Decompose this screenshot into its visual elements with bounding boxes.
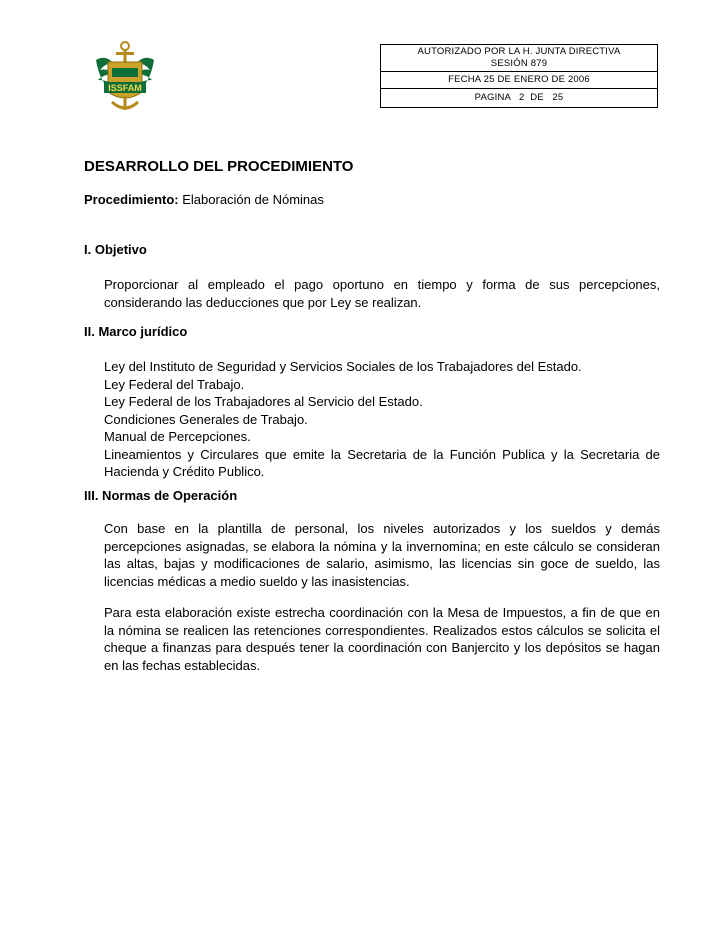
logo-text: ISSFAM [108, 83, 142, 93]
authorization-line-1: AUTORIZADO POR LA H. JUNTA DIRECTIVA [417, 46, 621, 57]
list-item: Condiciones Generales de Trabajo. [104, 411, 308, 427]
section-heading-normas-operacion: III. Normas de Operación [84, 488, 238, 503]
section-heading-objetivo: I. Objetivo [84, 242, 147, 257]
authorization-line-2: SESIÓN 879 [490, 58, 548, 69]
operation-paragraph-2: Para esta elaboración existe estrecha coordinación con la Mesa de Impuestos, a fin de que en la nómina se realicen las retenciones correspondientes. Realizados estos cálculos se solicita el cheque a finanzas para después tener la coordinación con Banjercito y los depósitos se hagan en las fechas establecidas. [104, 605, 660, 673]
list-item: Ley Federal del Trabajo. [104, 376, 245, 392]
legal-framework-list [104, 358, 660, 481]
operation-paragraph-1: Con base en la plantilla de personal, los niveles autorizados y los sueldos y demás percepciones asignadas, se elabora la nómina y la invernomina; en este cálculo se consideran las altas, bajas y modificaciones de salario, asimismo, las licencias sin goce de sueldo, las licencias médicas a medio sueldo y las inasistencias. [104, 521, 660, 589]
page-number-row [381, 88, 657, 107]
objective-paragraph: Proporcionar al empleado el pago oportuno en tiempo y forma de sus percepciones, considerando las deducciones que por Ley se realizan. [104, 277, 660, 310]
date-row: FECHA 25 DE ENERO DE 2006 [381, 71, 657, 88]
issfam-emblem-icon [92, 40, 158, 118]
procedure-label: Procedimiento: [84, 192, 179, 207]
document-title: DESARROLLO DEL PROCEDIMIENTO [84, 158, 354, 175]
authorization-box [380, 44, 658, 108]
list-item: Ley Federal de los Trabajadores al Servicio del Estado. [104, 394, 423, 409]
list-item: Lineamientos y Circulares que emite la Secretaria de la Función Publica y la Secretaria de Hacienda y Crédito Publico. [104, 446, 660, 479]
authorization-row [381, 45, 657, 71]
list-item: Ley del Instituto de Seguridad y Servicios Sociales de los Trabajadores del Estado. [104, 359, 582, 374]
section-heading-marco-juridico: II. Marco jurídico [84, 324, 188, 339]
procedure-value: Elaboración de Nóminas [178, 192, 324, 207]
issfam-logo [92, 40, 158, 118]
procedure-line [84, 192, 324, 208]
list-item: Manual de Percepciones. [104, 429, 251, 444]
page-number: PAGINA 2 DE 25 [474, 92, 564, 103]
